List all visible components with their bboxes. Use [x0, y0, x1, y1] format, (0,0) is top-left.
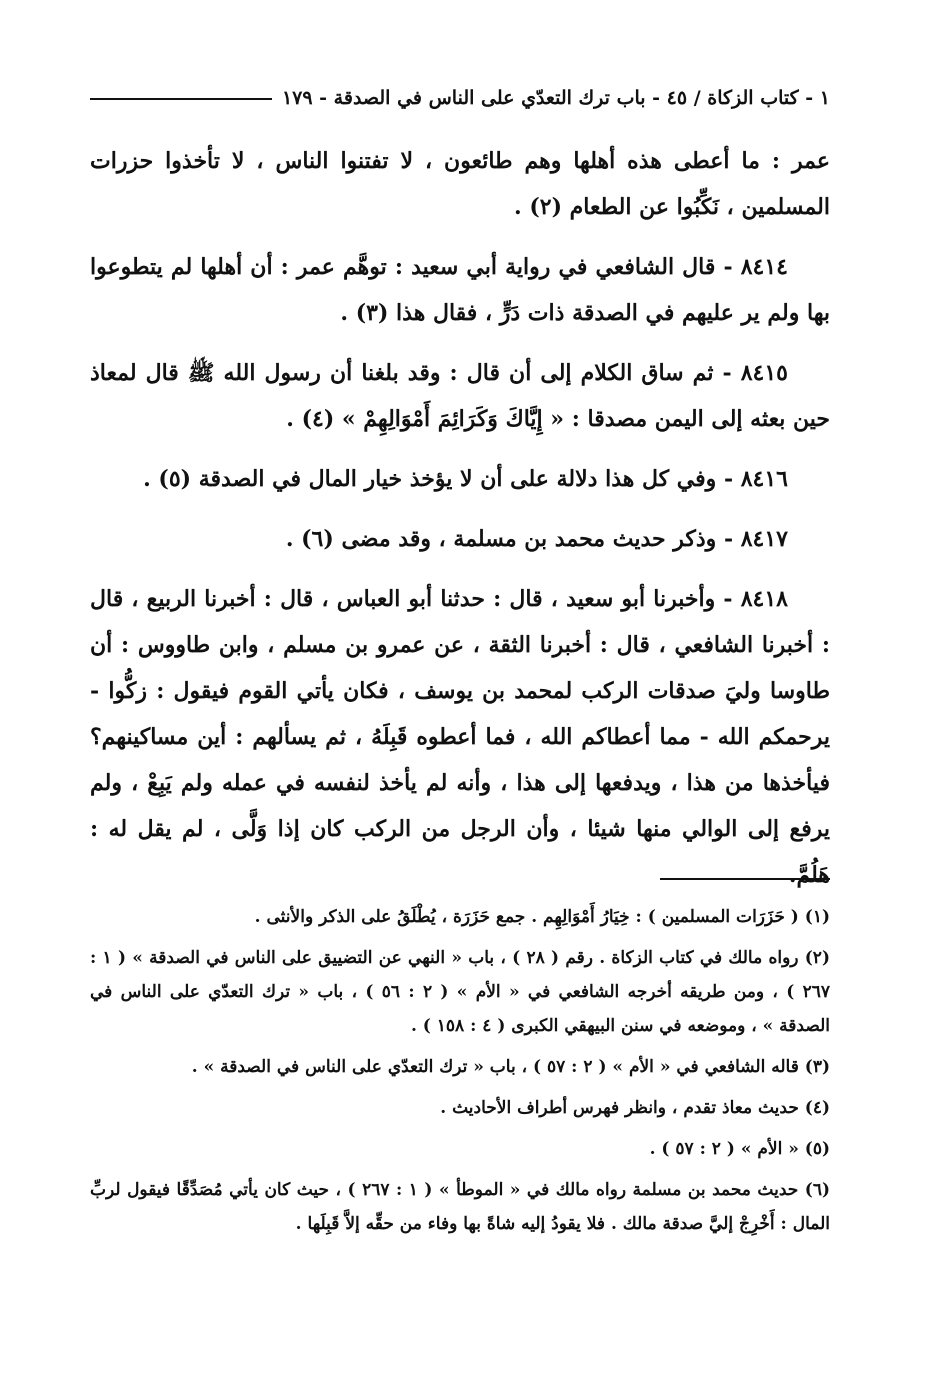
- paragraph-8416: ٨٤١٦ - وفي كل هذا دلالة على أن لا يؤخذ خيار المال في الصدقة (٥) .: [143, 466, 788, 492]
- paragraph-8415: ٨٤١٥ - ثم ساق الكلام إلى أن قال : وقد بلغنا أن رسول الله ﷺ قال لمعاذ حين بعثه إلى اليمن مصدقا : « إِيَّاكَ وَكَرَائِمَ أَمْوَالِهِمْ » (٤) .: [90, 360, 830, 432]
- footnote-5: (٥) « الأم » ( ٢ : ٥٧ ) .: [649, 1139, 830, 1159]
- footnote-4: (٤) حديث معاذ تقدم ، وانظر فهرس أطراف الأحاديث .: [440, 1098, 830, 1118]
- running-title: ١ - كتاب الزكاة / ٤٥ - باب ترك التعدّي على الناس في الصدقة - ١٧٩: [281, 87, 830, 109]
- paragraph-8417: ٨٤١٧ - وذكر حديث محمد بن مسلمة ، وقد مضى (٦) .: [285, 526, 788, 552]
- footnote-2: (٢) رواه مالك في كتاب الزكاة . رقم ( ٢٨ ) ، باب « النهي عن التضييق على الناس في الصدقة » ( ١ : ٢٦٧ ) ، ومن طريقه أخرجه الشافعي في « الأم » ( ٢ : ٥٦ ) ، باب « ترك التعدّي على الناس في الصدقة » ، وموضعه في سنن البيهقي الكبرى ( ٤ : ١٥٨ ) .: [90, 948, 830, 1036]
- running-header: [90, 78, 830, 118]
- footnote-6: (٦) حديث محمد بن مسلمة رواه مالك في « الموطأ » ( ١ : ٢٦٧ ) ، حيث كان يأتي مُصَدِّقًا فيقول لربِّ المال : أَخْرِجْ إليَّ صدقة مالك . فلا يقودُ إليه شاةً بها وفاء من حقِّه إلاَّ قَبِلَها .: [90, 1180, 830, 1234]
- footnote-separator: [660, 878, 830, 880]
- paragraph-8418: ٨٤١٨ - وأخبرنا أبو سعيد ، قال : حدثنا أبو العباس ، قال : أخبرنا الربيع ، قال : أخبرنا الشافعي ، قال : أخبرنا الثقة ، عن عمرو بن مسلم ، وابن طاووس : أن طاوسا وليَ صدقات الركب لمحمد بن يوسف ، فكان يأتي القوم فيقول : زكُّوا - يرحمكم الله - مما أعطاكم الله ، فما أعطوه قَبِلَهُ ، ثم يسألهم : أين مساكينهم؟ فيأخذها من هذا ، ويدفعها إلى هذا ، وأنه لم يأخذ لنفسه في عمله ولم يَبِعْ ، ولم يرفع إلى الوالي منها شيئا ، وأن الرجل من الركب كان إذا وَلَّى ، لم يقل له : هَلُمَّ.: [90, 586, 831, 888]
- header-rule: [90, 98, 272, 100]
- main-text: [90, 138, 830, 912]
- book-page: [80, 60, 840, 1340]
- footnotes: [90, 900, 830, 1248]
- footnote-3: (٣) قاله الشافعي في « الأم » ( ٢ : ٥٧ ) ، باب « ترك التعدّي على الناس في الصدقة » .: [191, 1057, 830, 1077]
- footnote-1: (١) ( حَزَرَات المسلمين ) : خِيَارُ أَمْوَالِهِم . جمع حَزَرَة ، يُطْلَقُ على الذكر والأنثى .: [254, 907, 830, 927]
- paragraph-8414: ٨٤١٤ - قال الشافعي في رواية أبي سعيد : توهَّم عمر : أن أهلها لم يتطوعوا بها ولم ير عليهم في الصدقة ذات دَرٍّ ، فقال هذا (٣) .: [90, 254, 830, 326]
- paragraph-continuation: عمر : ما أعطى هذه أهلها وهم طائعون ، لا تفتنوا الناس ، لا تأخذوا حزرات المسلمين ، نَكِّبُوا عن الطعام (٢) .: [90, 148, 830, 220]
